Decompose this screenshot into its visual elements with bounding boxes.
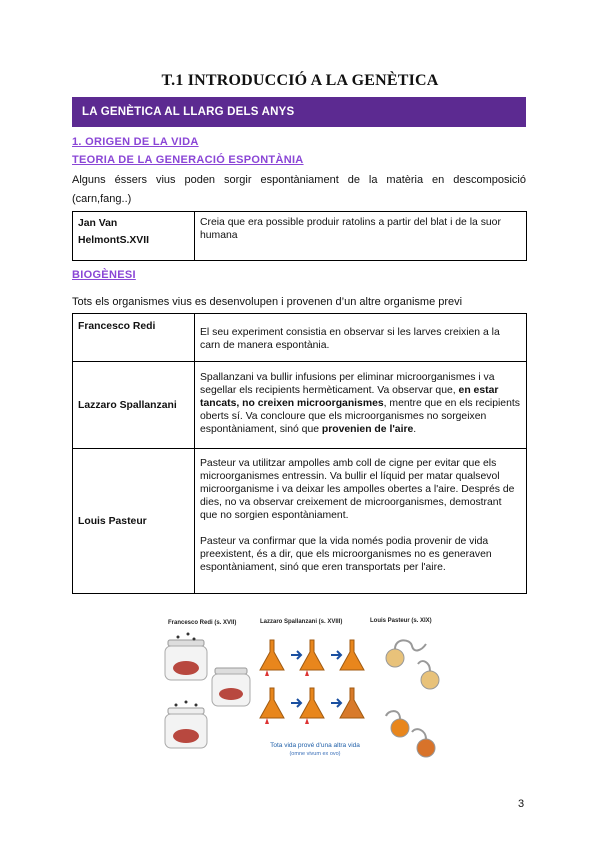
table-biogenesi bbox=[72, 313, 527, 594]
figure-label-redi: Francesco Redi (s. XVII) bbox=[168, 620, 237, 626]
name-line-2: HelmontS.XVII bbox=[78, 235, 150, 246]
scientist-description-redi: El seu experiment consistia en observar si les larves creixien a la carn de manera espontània. bbox=[195, 314, 527, 362]
redi-jar-open-icon bbox=[165, 633, 207, 681]
scientist-description-pasteur bbox=[195, 449, 527, 594]
spallanzani-bold-b: provenien de l'aire bbox=[321, 424, 414, 435]
spallanzani-text-a: Spallanzani va bullir infusions per eliminar microorganismes i va segellar els recipients hermèticament. Va observar que, bbox=[200, 372, 495, 396]
biogenesis-experiments-figure bbox=[160, 610, 450, 770]
figure-caption: Tota vida prové d'una altra vida bbox=[270, 742, 360, 749]
figure-caption-sub: (omne vivum ex ovo) bbox=[289, 751, 341, 757]
table-row bbox=[73, 449, 527, 594]
scientist-name-redi: Francesco Redi bbox=[73, 314, 195, 362]
name-line-1: Jan Van bbox=[78, 218, 118, 229]
scientist-name-van-helmont bbox=[73, 212, 195, 261]
figure-label-pasteur: Louis Pasteur (s. XIX) bbox=[370, 618, 432, 624]
page-title: T.1 INTRODUCCIÓ A LA GENÈTICA bbox=[161, 72, 439, 89]
section-banner: LA GENÈTICA AL LLARG DELS ANYS bbox=[72, 97, 526, 127]
table-generacio-espontania bbox=[72, 211, 527, 261]
table-row bbox=[73, 212, 527, 261]
section-heading-origen[interactable]: 1. ORIGEN DE LA VIDA bbox=[72, 136, 199, 148]
scientist-name-spallanzani: Lazzaro Spallanzani bbox=[73, 362, 195, 449]
spallanzani-flasks-row-2-icon bbox=[260, 688, 364, 724]
scientist-description-van-helmont: Creia que era possible produir ratolins a partir del blat i de la suor humana bbox=[195, 212, 527, 261]
table-row bbox=[73, 314, 527, 362]
pasteur-paragraph-2: Pasteur va confirmar que la vida només podia provenir de vida preexistent, és a dir, que els microorganismes no es generaven espontàniament, sinó que eren transportats per l'aire. bbox=[200, 536, 492, 573]
spallanzani-text-c: . bbox=[413, 424, 417, 435]
intro-generacio-espontania: Alguns éssers vius poden sorgir espontàniament de la matèria en descomposició (carn,fang..) bbox=[72, 174, 526, 205]
spallanzani-text-b: , mentre que en els recipients oberts sí. Va concloure que els microorganismes no sorgeixen espontàniament, sinó que bbox=[200, 398, 520, 435]
page-number: 3 bbox=[518, 798, 525, 810]
table-row bbox=[73, 362, 527, 449]
spallanzani-flasks-row-1-icon bbox=[260, 640, 364, 676]
scientist-name-pasteur: Louis Pasteur bbox=[73, 449, 195, 594]
subsection-heading-generacio-espontania[interactable]: TEORIA DE LA GENERACIÓ ESPONTÀNIA bbox=[72, 154, 304, 166]
figure-label-spallanzani: Lazzaro Spallanzani (s. XVIII) bbox=[260, 619, 343, 625]
scientist-description-spallanzani bbox=[195, 362, 527, 449]
redi-jar-sealed-icon bbox=[212, 668, 250, 706]
redi-jar-gauze-icon bbox=[165, 701, 207, 749]
pasteur-paragraph-1: Pasteur va utilitzar ampolles amb coll de cigne per evitar que els microorganismes entressin. Va bullir el líquid per matar qualsevol microorganisme i va deixar les ampolles obertes a l'aire. Després de dies, no va observar creixement de microorganismes, demostrant que no sorgien espontàniament. bbox=[200, 458, 515, 521]
pasteur-flasks-icon bbox=[386, 640, 439, 757]
intro-biogenesi: Tots els organismes vius es desenvolupen i provenen d’un altre organisme previ bbox=[72, 296, 463, 308]
spallanzani-bold-a: en estar tancats, no creixen microorganismes bbox=[200, 385, 499, 409]
subsection-heading-biogenesi[interactable]: BIOGÈNESI bbox=[72, 269, 136, 281]
